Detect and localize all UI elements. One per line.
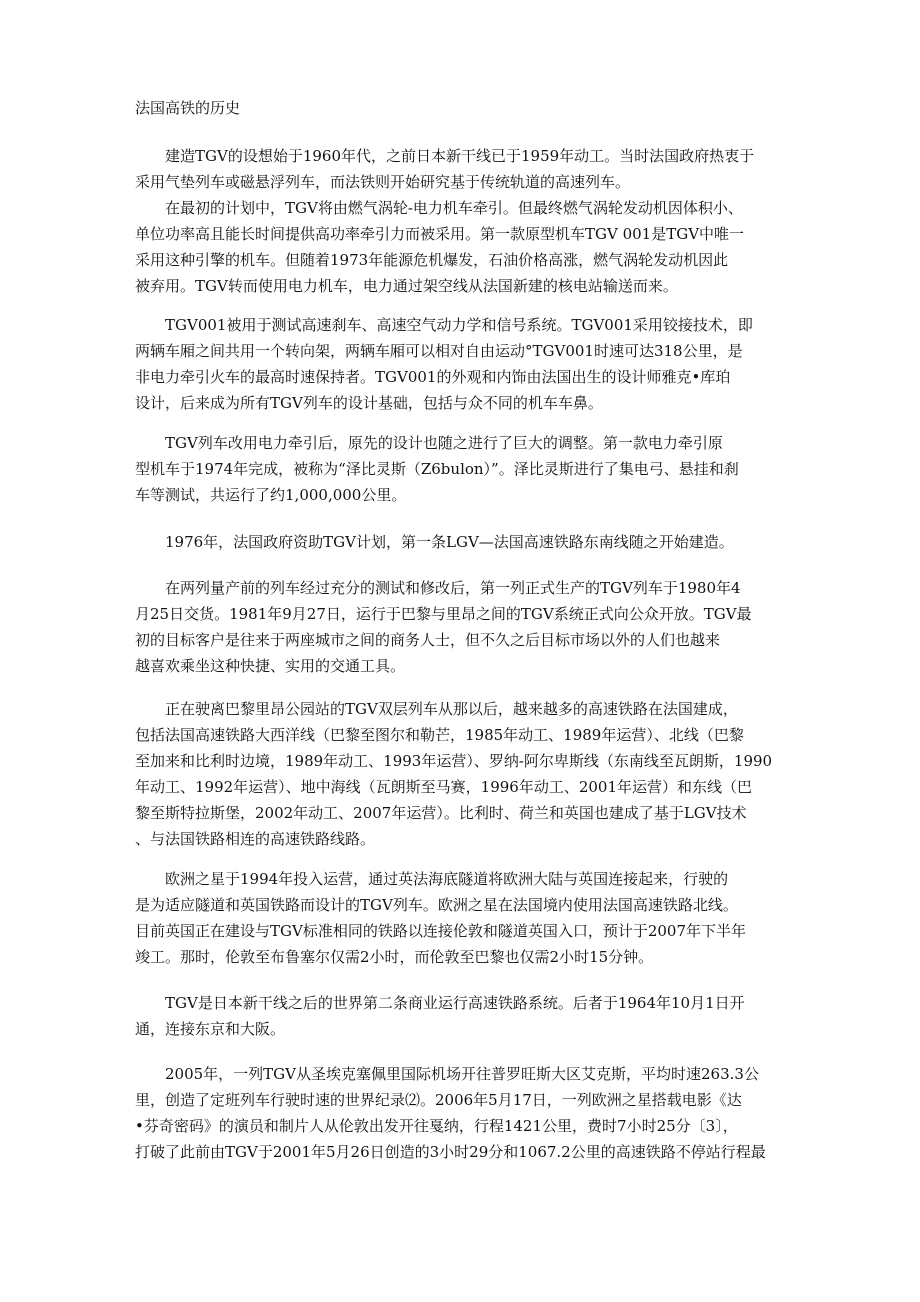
paragraph-line: 车等测试，共运行了约1,000,000公里。	[135, 486, 407, 504]
paragraph-line: 年动工、1992年运营）、地中海线（瓦朗斯至马赛，1996年动工、2001年运营）和东线（巴	[135, 778, 753, 796]
paragraph-line: 1976年，法国政府资助TGV计划，第一条LGV—法国高速铁路东南线随之开始建造。	[135, 533, 734, 551]
paragraph-line: 、与法国铁路相连的高速铁路线路。	[135, 830, 376, 848]
paragraph-line: 型机车于1974年完成，被称为“泽比灵斯（Z6bulon）”。泽比灵斯进行了集电弓、悬挂和刹	[135, 460, 739, 478]
paragraph-line: 采用这种引擎的机车。但随着1973年能源危机爆发，石油价格高涨，燃气涡轮发动机因此	[135, 251, 729, 269]
paragraph-line: 建造TGV的设想始于1960年代，之前日本新干线已于1959年动工。当时法国政府热衷于	[135, 147, 755, 165]
paragraph-electric-traction	[135, 430, 795, 508]
paragraph-line: 至加来和比利时边境，1989年动工、1993年运营）、罗纳-阿尔卑斯线（东南线至瓦朗斯，1990	[135, 752, 773, 770]
paragraph-line: 非电力牵引火车的最高时速保持者。TGV001的外观和内饰由法国出生的设计师雅克•库珀	[135, 368, 731, 386]
paragraph-1976	[135, 529, 795, 555]
paragraph-network	[135, 696, 795, 852]
paragraph-line: 在最初的计划中，TGV将由燃气涡轮-电力机车牵引。但最终燃气涡轮发动机因体积小、	[135, 199, 743, 217]
paragraph-line: 里，创造了定班列车行驶时速的世界纪录⑵。2006年5月17日，一列欧洲之星搭载电影《达	[135, 1091, 742, 1109]
paragraph-line: 黎至斯特拉斯堡，2002年动工、2007年运营）。比利时、荷兰和英国也建成了基于LGV技术	[135, 804, 747, 822]
paragraph-eurostar	[135, 866, 795, 970]
paragraph-line: 通，连接东京和大阪。	[135, 1020, 286, 1038]
paragraph-line: 是为适应隧道和英国铁路而设计的TGV列车。欧洲之星在法国境内使用法国高速铁路北线。	[135, 896, 738, 914]
paragraph-line: 在两列量产前的列车经过充分的测试和修改后，第一列正式生产的TGV列车于1980年4	[135, 579, 741, 597]
paragraph-records	[135, 1061, 795, 1165]
paragraph-line: TGV列车改用电力牵引后，原先的设计也随之进行了巨大的调整。第一款电力牵引原	[135, 434, 723, 452]
paragraph-line: 设计，后来成为所有TGV列车的设计基础，包括与众不同的机车车鼻。	[135, 394, 603, 412]
paragraph-line: •芬奇密码》的演员和制片人从伦敦出发开往戛纳，行程1421公里，费时7小时25分〔3〕，	[135, 1117, 738, 1135]
paragraph-origins	[135, 143, 795, 299]
paragraph-line: 正在驶离巴黎里昂公园站的TGV双层列车从那以后，越来越多的高速铁路在法国建成，	[135, 700, 738, 718]
paragraph-second-system	[135, 990, 795, 1042]
paragraph-line: TGV001被用于测试高速刹车、高速空气动力学和信号系统。TGV001采用铰接技术，即	[135, 316, 753, 334]
paragraph-line: 单位功率高且能长时间提供高功率牵引力而被采用。第一款原型机车TGV 001是TGV中唯一	[135, 225, 745, 243]
paragraph-tgv001	[135, 312, 795, 416]
paragraph-line: 打破了此前由TGV于2001年5月26日创造的3小时29分和1067.2公里的高速铁路不停站行程最	[135, 1143, 766, 1161]
paragraph-line: 初的目标客户是往来于两座城市之间的商务人士，但不久之后目标市场以外的人们也越来	[135, 631, 721, 649]
paragraph-line: 目前英国正在建设与TGV标准相同的铁路以连接伦敦和隧道英国入口，预计于2007年下半年	[135, 922, 746, 940]
paragraph-line: TGV是日本新干线之后的世界第二条商业运行高速铁路系统。后者于1964年10月1日开	[135, 994, 745, 1012]
paragraph-first-production	[135, 575, 795, 679]
paragraph-line: 2005年，一列TGV从圣埃克塞佩里国际机场开往普罗旺斯大区艾克斯，平均时速263.3公	[135, 1065, 759, 1083]
paragraph-line: 月25日交货。1981年9月27日，运行于巴黎与里昂之间的TGV系统正式向公众开放。TGV最	[135, 605, 752, 623]
paragraph-line: 越喜欢乘坐这种快捷、实用的交通工具。	[135, 657, 406, 675]
paragraph-line: 欧洲之星于1994年投入运营，通过英法海底隧道将欧洲大陆与英国连接起来，行驶的	[135, 870, 729, 888]
document-title: 法国高铁的历史	[135, 99, 241, 117]
paragraph-line: 包括法国高速铁路大西洋线（巴黎至图尔和勒芒，1985年动工、1989年运营）、北线（巴黎	[135, 726, 744, 744]
paragraph-line: 采用气垫列车或磁悬浮列车，而法铁则开始研究基于传统轨道的高速列车。	[135, 173, 631, 191]
paragraph-line: 两辆车厢之间共用一个转向架，两辆车厢可以相对自由运动°TGV001时速可达318公里，是	[135, 342, 743, 360]
paragraph-line: 被弃用。TGV转而使用电力机车，电力通过架空线从法国新建的核电站输送而来。	[135, 277, 678, 295]
paragraph-line: 竣工。那时，伦敦至布鲁塞尔仅需2小时，而伦敦至巴黎也仅需2小时15分钟。	[135, 948, 654, 966]
